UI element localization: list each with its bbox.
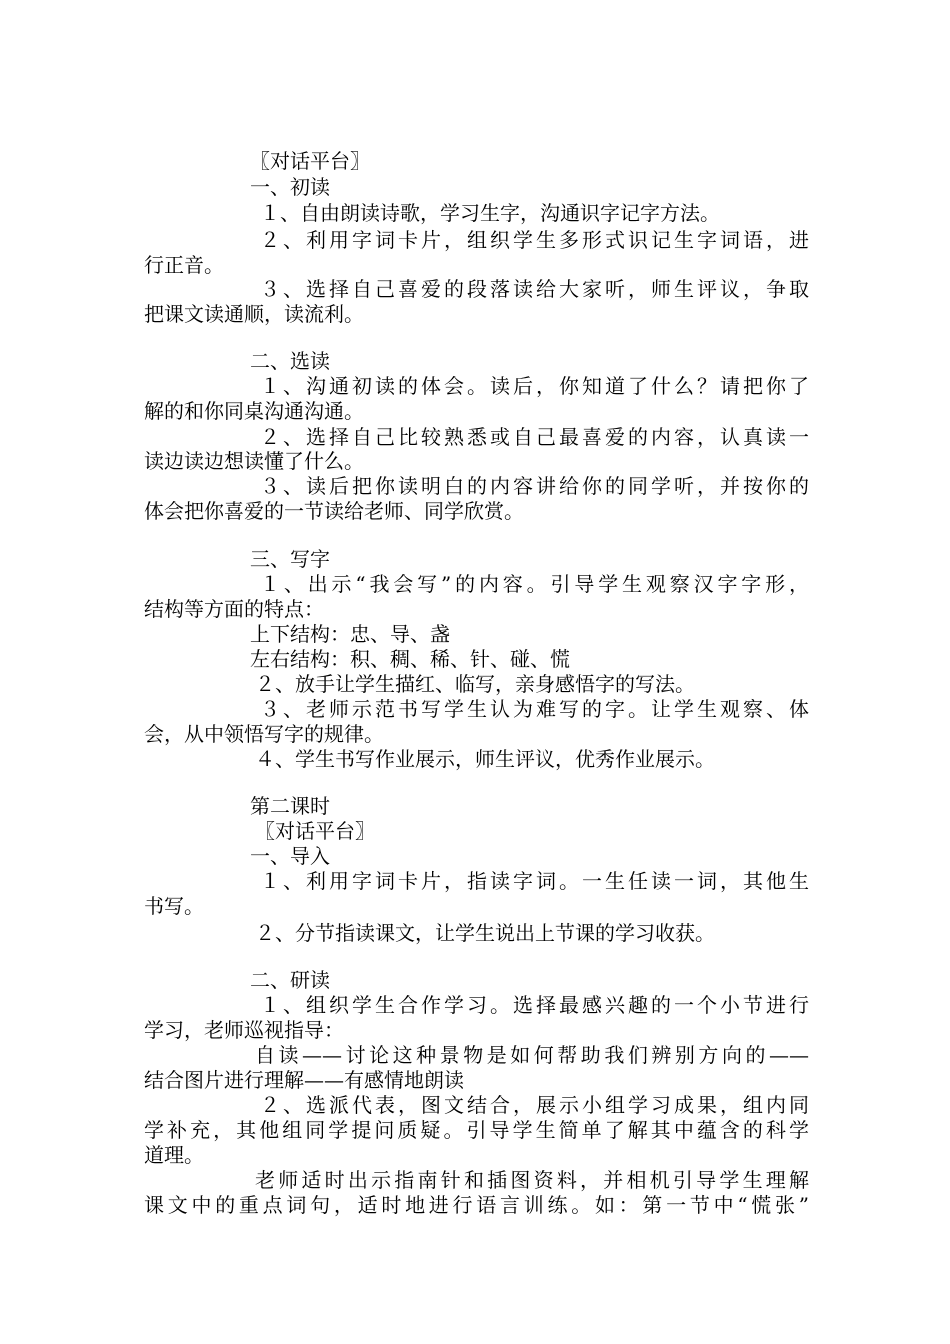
paragraph-line: １、组织学生合作学习。选择最感兴趣的一个小节进行 [260,993,809,1017]
paragraph-line: １、利用字词卡片，指读字词。一生任读一词，其他生 [260,869,809,893]
section-heading-dialogue: 〖对话平台〗 [250,149,370,173]
paragraph-line: 体会把你喜爱的一节读给老师、同学欣赏。 [144,499,524,523]
paragraph-line: 道理。 [144,1143,204,1167]
paragraph-line: 左右结构：积、稠、稀、针、碰、慌 [250,647,570,671]
paragraph-line: ２、选择自己比较熟悉或自己最喜爱的内容，认真读一 [260,425,809,449]
paragraph-line: 自读——讨论这种景物是如何帮助我们辨别方向的—— [255,1043,809,1067]
paragraph-line: １、自由朗读诗歌，学习生字，沟通识字记字方法。 [260,201,720,225]
paragraph-line: 把课文读通顺，读流利。 [144,302,364,326]
heading-introduction: 一、导入 [250,844,330,868]
paragraph-line: 老师适时出示指南针和插图资料，并相机引导学生理解 [255,1168,809,1192]
paragraph-line: 读边读边想读懂了什么。 [144,449,364,473]
paragraph-line: 课文中的重点词句，适时地进行语言训练。如：第一节中“慌张” [144,1193,809,1217]
paragraph-line: ２、放手让学生描红、临写，亲身感悟字的写法。 [255,672,695,696]
heading-writing: 三、写字 [250,547,330,571]
paragraph-line: 结构等方面的特点： [144,597,324,621]
heading-first-reading: 一、初读 [250,175,330,199]
heading-select-reading: 二、选读 [250,349,330,373]
paragraph-line: ３、选择自己喜爱的段落读给大家听，师生评议，争取 [260,277,809,301]
paragraph-line: １、出示“我会写”的内容。引导学生观察汉字字形， [260,572,809,596]
heading-study-reading: 二、研读 [250,968,330,992]
section-heading-dialogue: 〖对话平台〗 [255,819,375,843]
heading-second-lesson: 第二课时 [250,794,330,818]
paragraph-line: 上下结构：忠、导、盏 [250,622,450,646]
paragraph-line: 书写。 [144,894,204,918]
paragraph-line: １、沟通初读的体会。读后，你知道了什么？请把你了 [260,374,809,398]
paragraph-line: ２、选派代表，图文结合，展示小组学习成果，组内同 [260,1093,809,1117]
paragraph-line: 学习，老师巡视指导： [144,1018,344,1042]
paragraph-line: 解的和你同桌沟通沟通。 [144,399,364,423]
paragraph-line: ２、利用字词卡片，组织学生多形式识记生字词语，进 [260,228,809,252]
paragraph-line: 会，从中领悟写字的规律。 [144,722,384,746]
paragraph-line: ３、老师示范书写学生认为难写的字。让学生观察、体 [260,697,809,721]
paragraph-line: 学补充，其他组同学提问质疑。引导学生简单了解其中蕴含的科学 [144,1118,809,1142]
paragraph-line: ２、分节指读课文，让学生说出上节课的学习收获。 [255,921,715,945]
paragraph-line: 结合图片进行理解——有感情地朗读 [144,1068,464,1092]
paragraph-line: ４、学生书写作业展示，师生评议，优秀作业展示。 [255,747,715,771]
paragraph-line: 行正音。 [144,253,224,277]
paragraph-line: ３、读后把你读明白的内容讲给你的同学听，并按你的 [260,474,809,498]
